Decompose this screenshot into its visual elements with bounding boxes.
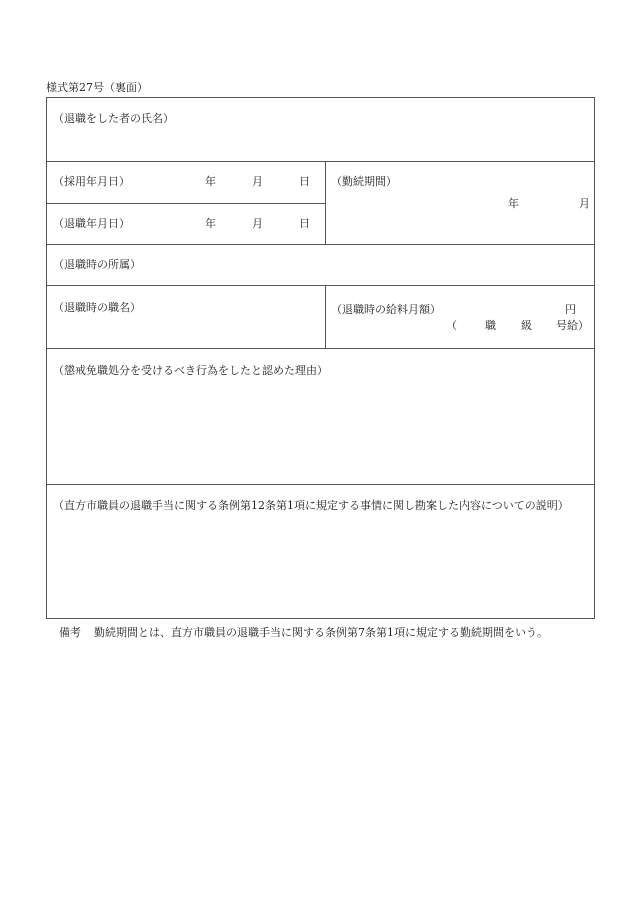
- note-label: 備考: [59, 626, 81, 639]
- row-divider-affiliation: [47, 285, 594, 286]
- row-divider-reason: [47, 484, 594, 485]
- col-divider-dates: [325, 161, 326, 244]
- retire-month-unit: 月: [252, 217, 263, 230]
- row-divider-position: [47, 348, 594, 349]
- salary-yen-unit: 円: [565, 303, 576, 316]
- grade-level-unit: 級: [521, 319, 532, 332]
- retirement-form-table: [46, 97, 595, 619]
- col-divider-position: [325, 285, 326, 348]
- hire-day-unit: 日: [299, 175, 310, 188]
- row-divider-service: [47, 244, 594, 245]
- service-year-unit: 年: [508, 197, 519, 210]
- salary-label: （退職時の給料月額）: [331, 303, 441, 316]
- hire-month-unit: 月: [252, 175, 263, 188]
- explanation-label: （直方市職員の退職手当に関する条例第12条第1項に規定する事情に関し勘案した内容についての説明）: [53, 499, 569, 512]
- service-period-label: （勤続期間）: [331, 175, 397, 188]
- row-divider-name: [47, 161, 594, 162]
- service-month-unit: 月: [579, 197, 590, 210]
- grade-position-unit: 職: [485, 319, 496, 332]
- position-label: （退職時の職名）: [53, 301, 141, 314]
- retire-day-unit: 日: [299, 217, 310, 230]
- affiliation-label: （退職時の所属）: [53, 258, 141, 271]
- retire-date-label: （退職年月日）: [53, 217, 130, 230]
- reason-label: （懲戒免職処分を受けるべき行為をしたと認めた理由）: [53, 364, 328, 377]
- grade-pay-unit: 号給）: [556, 319, 589, 332]
- note-text: 勤続期間とは、直方市職員の退職手当に関する条例第7条第1項に規定する勤続期間をいう。: [94, 626, 548, 639]
- form-number: 様式第27号（裏面）: [46, 81, 148, 94]
- grade-open-paren: （: [446, 319, 457, 332]
- row-divider-dates: [47, 203, 325, 204]
- name-label: （退職をした者の氏名）: [53, 112, 174, 125]
- hire-year-unit: 年: [205, 175, 216, 188]
- retire-year-unit: 年: [205, 217, 216, 230]
- hire-date-label: （採用年月日）: [53, 175, 130, 188]
